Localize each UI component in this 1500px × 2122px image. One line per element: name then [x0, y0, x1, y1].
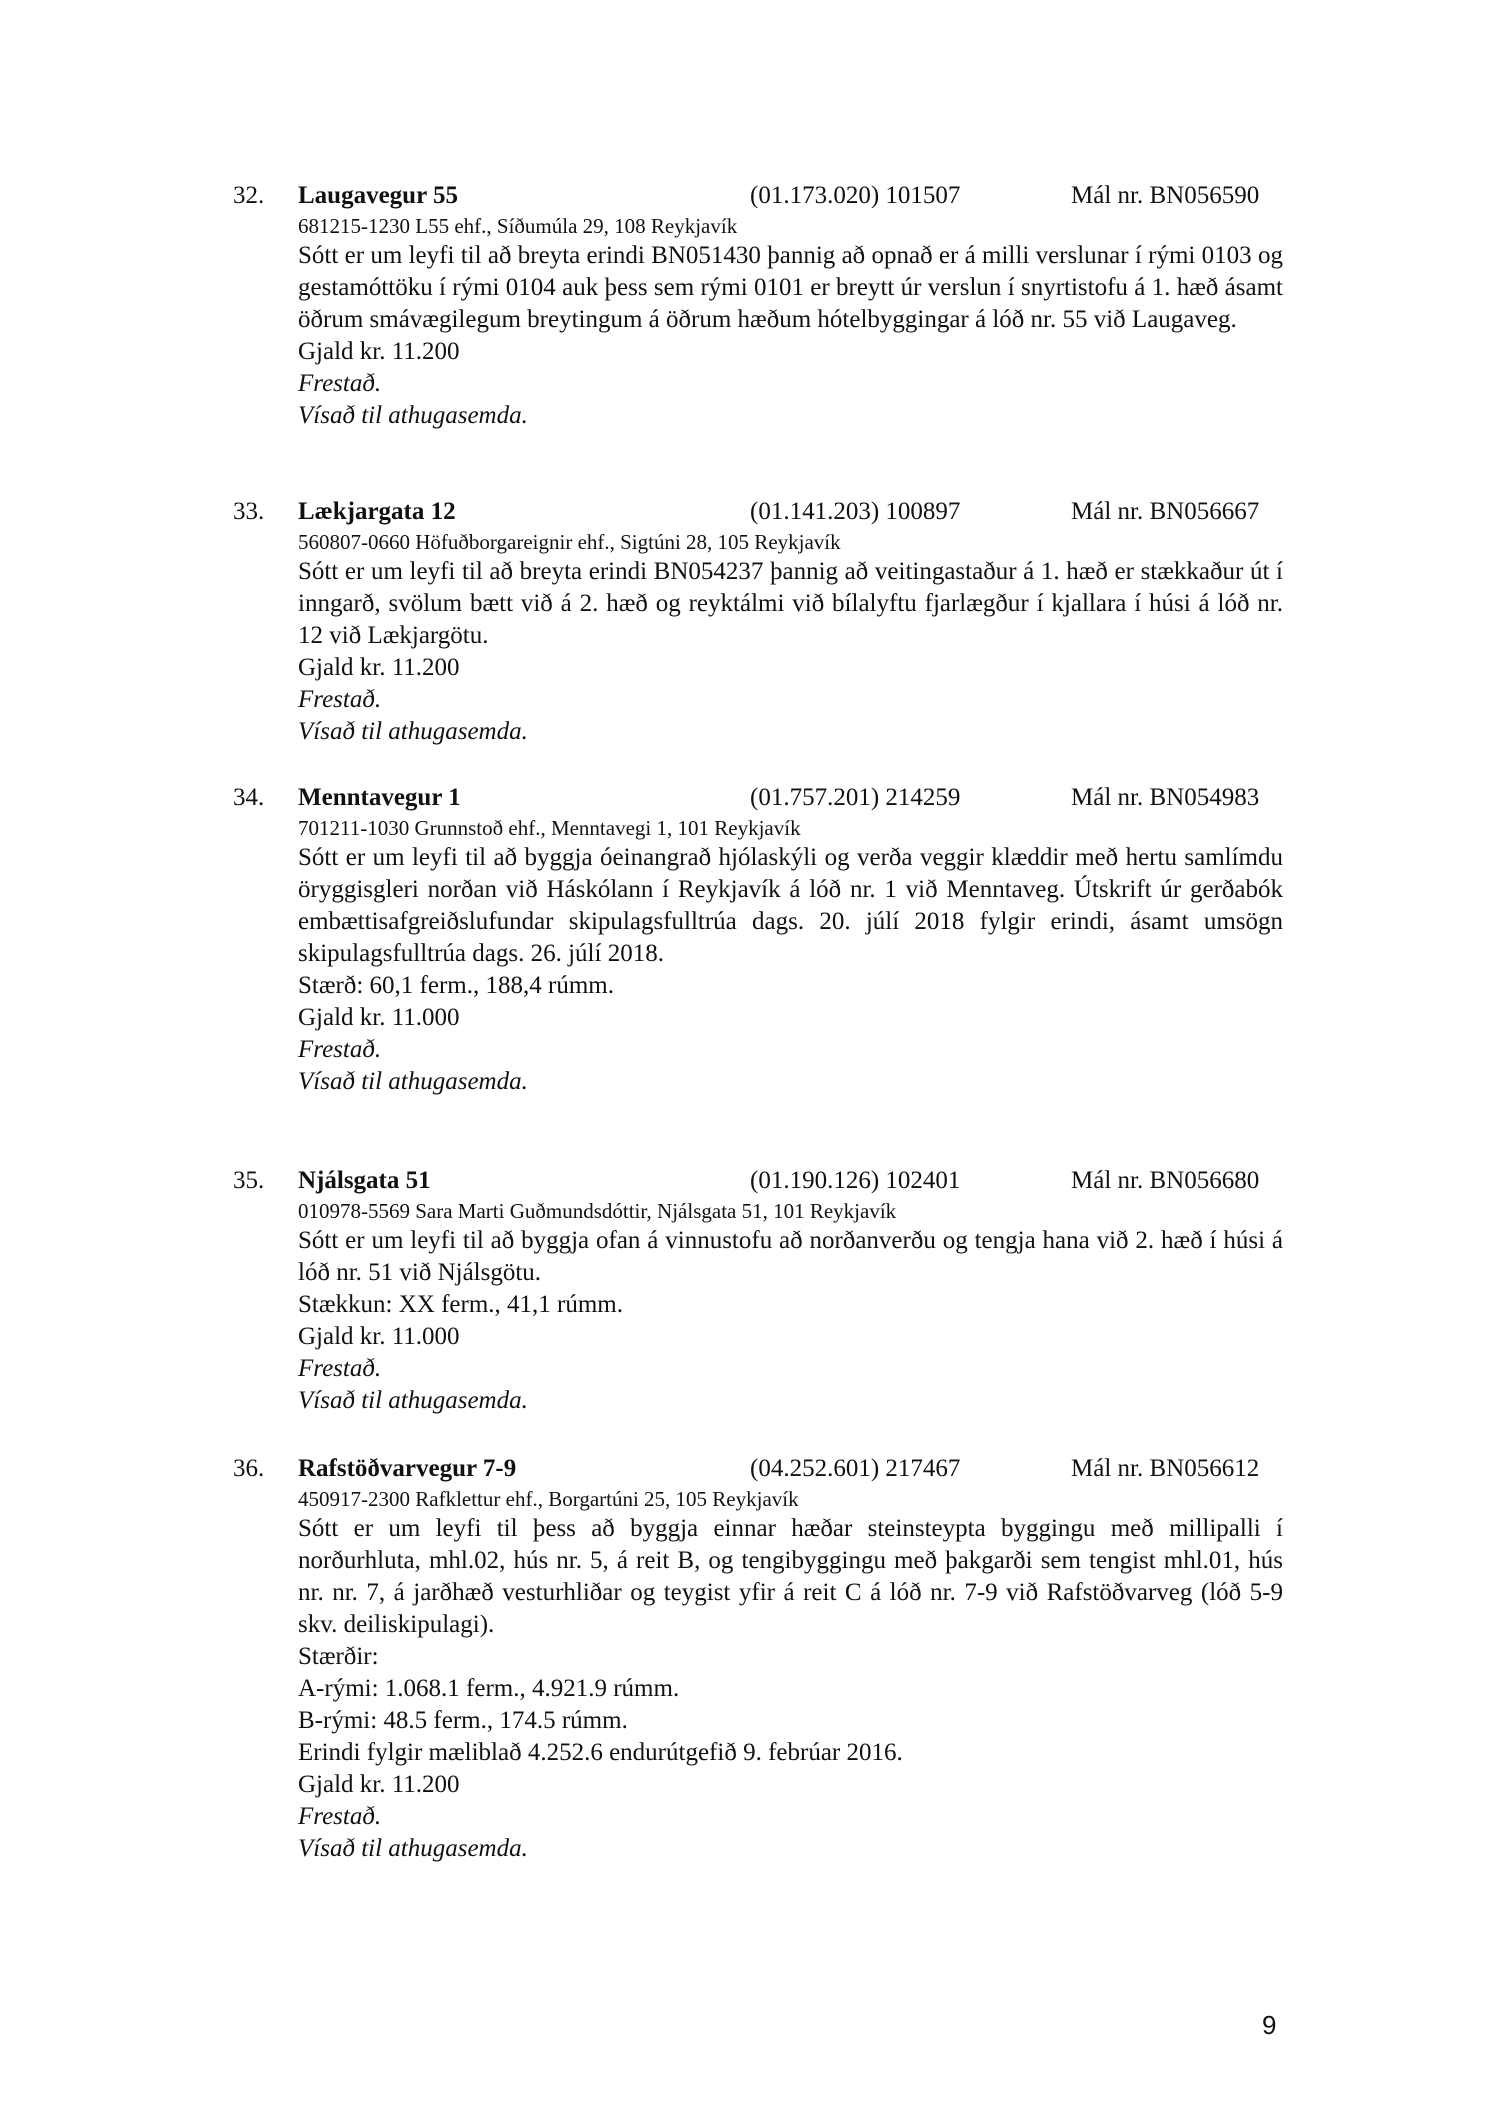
case-entry [0, 180, 1500, 432]
entry-reference: (01.757.201) 214259 [750, 784, 961, 811]
entry-detail-line: B-rými: 48.5 ferm., 174.5 rúmm. [298, 1707, 628, 1734]
entry-detail-line: Stækkun: XX ferm., 41,1 rúmm. [298, 1291, 623, 1318]
entry-owner: 450917-2300 Rafklettur ehf., Borgartúni 25, 105 Reykjavík [298, 1487, 799, 1511]
entry-reference: (01.190.126) 102401 [750, 1167, 961, 1194]
entry-reference: (01.141.203) 100897 [750, 498, 961, 525]
entry-note: Vísað til athugasemda. [298, 1387, 528, 1414]
entry-owner: 560807-0660 Höfuðborgareignir ehf., Sigtúni 28, 105 Reykjavík [298, 530, 841, 554]
entry-description: Sótt er um leyfi til að byggja ofan á vinnustofu að norðanverðu og tengja hana við 2. hæð í húsi á lóð nr. 51 við Njálsgötu. [298, 1227, 1283, 1286]
entry-fee: Gjald kr. 11.200 [298, 654, 460, 681]
entry-note: Vísað til athugasemda. [298, 1068, 528, 1095]
entry-status: Frestað. [298, 686, 382, 713]
entry-status: Frestað. [298, 1355, 382, 1382]
entry-detail-line: Erindi fylgir mæliblað 4.252.6 endurútgefið 9. febrúar 2016. [298, 1739, 903, 1766]
entry-owner: 681215-1230 L55 ehf., Síðumúla 29, 108 Reykjavík [298, 214, 738, 238]
entry-owner: 701211-1030 Grunnstoð ehf., Menntavegi 1, 101 Reykjavík [298, 816, 801, 840]
entry-note: Vísað til athugasemda. [298, 1835, 528, 1862]
entry-body [298, 814, 1283, 1098]
entry-description: Sótt er um leyfi til þess að byggja einnar hæðar steinsteypta byggingu með millipalli í norðurhluta, mhl.02, hús nr. 5, á reit B, og tengibyggingu með þakgarði sem tengist mhl.01, hús nr. nr. 7, á jarðhæð vesturhliðar og teygist yfir á reit C á lóð nr. 7-9 við Rafstöðvarveg (lóð 5-9 skv. deiliskipulagi). [298, 1515, 1283, 1638]
case-entry [0, 1165, 1500, 1417]
entry-header [0, 1453, 1500, 1485]
entry-body [298, 528, 1283, 748]
entry-case-number: Mál nr. BN056590 [1071, 182, 1260, 209]
entry-detail-line: Stærð: 60,1 ferm., 188,4 rúmm. [298, 972, 614, 999]
case-entry [0, 496, 1500, 748]
entry-number: 32. [233, 182, 265, 209]
entry-owner: 010978-5569 Sara Marti Guðmundsdóttir, Njálsgata 51, 101 Reykjavík [298, 1199, 897, 1223]
case-entry [0, 1453, 1500, 1865]
entry-description: Sótt er um leyfi til að byggja óeinangrað hjólaskýli og verða veggir klæddir með hertu samlímdu öryggisgleri norðan við Háskólann í Reykjavík á lóð nr. 1 við Menntaveg. Útskrift úr gerðabók embættisafgreiðslufundar skipulagsfulltrúa dags. 20. júlí 2018 fylgir erindi, ásamt umsögn skipulagsfulltrúa dags. 26. júlí 2018. [298, 844, 1283, 967]
entry-description: Sótt er um leyfi til að breyta erindi BN054237 þannig að veitingastaður á 1. hæð er stækkaður út í inngarð, svölum bætt við á 2. hæð og reyktálmi við bílalyftu fjarlægður í kjallara í húsi á lóð nr. 12 við Lækjargötu. [298, 558, 1283, 649]
entry-note: Vísað til athugasemda. [298, 402, 528, 429]
case-entry [0, 782, 1500, 1098]
entry-case-number: Mál nr. BN056667 [1071, 498, 1260, 525]
entry-number: 34. [233, 784, 265, 811]
entry-address: Lækjargata 12 [298, 498, 456, 525]
entry-body [298, 1485, 1283, 1865]
entry-address: Njálsgata 51 [298, 1167, 431, 1194]
entry-note: Vísað til athugasemda. [298, 718, 528, 745]
entry-case-number: Mál nr. BN056612 [1071, 1455, 1260, 1482]
entry-reference: (04.252.601) 217467 [750, 1455, 961, 1482]
entry-header [0, 180, 1500, 212]
entry-body [298, 212, 1283, 432]
entry-header [0, 782, 1500, 814]
entry-address: Menntavegur 1 [298, 784, 461, 811]
entry-header [0, 1165, 1500, 1197]
entry-fee: Gjald kr. 11.200 [298, 338, 460, 365]
entry-case-number: Mál nr. BN056680 [1071, 1167, 1260, 1194]
entry-description: Sótt er um leyfi til að breyta erindi BN051430 þannig að opnað er á milli verslunar í rými 0103 og gestamóttöku í rými 0104 auk þess sem rými 0101 er breytt úr verslun í snyrtistofu á 1. hæð ásamt öðrum smávægilegum breytingum á öðrum hæðum hótelbyggingar á lóð nr. 55 við Laugaveg. [298, 242, 1283, 333]
entry-status: Frestað. [298, 1036, 382, 1063]
entry-fee: Gjald kr. 11.000 [298, 1323, 460, 1350]
entry-number: 33. [233, 498, 265, 525]
entry-detail-line: Stærðir: [298, 1643, 379, 1670]
entry-fee: Gjald kr. 11.200 [298, 1771, 460, 1798]
entry-status: Frestað. [298, 1803, 382, 1830]
entry-number: 35. [233, 1167, 265, 1194]
entry-address: Rafstöðvarvegur 7-9 [298, 1455, 517, 1482]
entry-number: 36. [233, 1455, 265, 1482]
entry-address: Laugavegur 55 [298, 182, 458, 209]
entry-fee: Gjald kr. 11.000 [298, 1004, 460, 1031]
entry-case-number: Mál nr. BN054983 [1071, 784, 1260, 811]
entry-reference: (01.173.020) 101507 [750, 182, 961, 209]
entry-body [298, 1197, 1283, 1417]
entry-detail-line: A-rými: 1.068.1 ferm., 4.921.9 rúmm. [298, 1675, 680, 1702]
entry-header [0, 496, 1500, 528]
page-number: 9 [1262, 2010, 1277, 2040]
entry-status: Frestað. [298, 370, 382, 397]
